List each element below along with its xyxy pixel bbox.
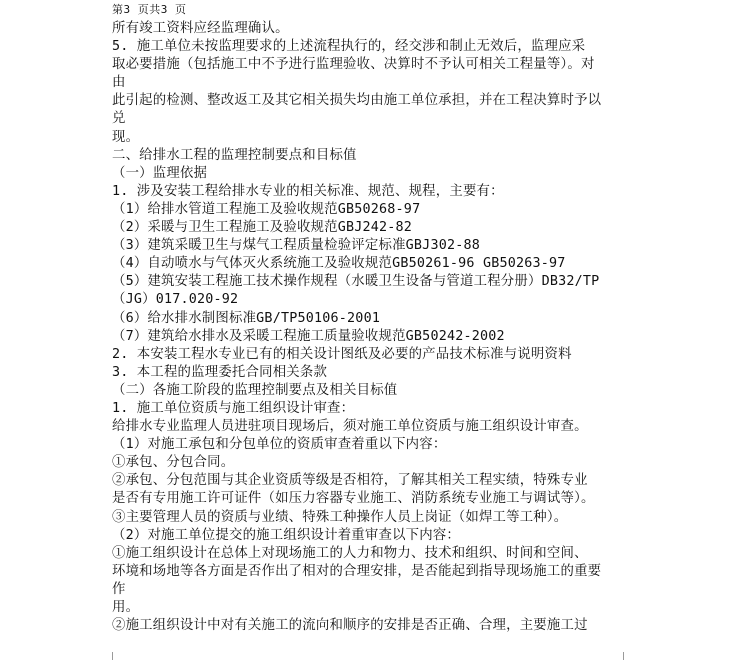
- text-line: 1. 涉及安装工程给排水专业的相关标准、规范、规程，主要有：: [112, 183, 504, 199]
- text-line: 现。: [112, 129, 140, 145]
- standard-item: （JG）017.020-92: [112, 292, 239, 308]
- text-line: 5. 施工单位未按监理要求的上述流程执行的，经交涉和制止无效后，监理应采: [112, 39, 586, 55]
- text-line: 所有竣工资料应经监理确认。: [112, 21, 289, 36]
- standard-item: （2）采暖与卫生工程施工及验收规范GBJ242-82: [112, 220, 413, 236]
- text-line: 作: [112, 581, 126, 597]
- page-indicator: 第3 页共3 页: [112, 3, 187, 16]
- text-line: 由: [112, 75, 126, 91]
- text-line: ③主要管理人员的资质与业绩、特殊工种操作人员上岗证（如焊工等工种）。: [112, 509, 568, 525]
- page-corner-mark-right: [623, 652, 632, 660]
- subsection-heading: （一）监理依据: [112, 165, 208, 181]
- text-line: ①承包、分包合同。: [112, 455, 235, 471]
- section-heading: 二、给排水工程的监理控制要点和目标值: [112, 147, 357, 163]
- text-line: 是否有专用施工许可证件（如压力容器专业施工、消防系统专业施工与调试等）。: [112, 491, 595, 507]
- text-line: 给排水专业监理人员进驻项目现场后，须对施工单位资质与施工组织设计审查。: [112, 419, 588, 435]
- text-line: （2）对施工单位提交的施工组织设计着重审查以下内容：: [112, 527, 461, 543]
- text-line: 取必要措施（包括施工中不予进行监理验收、决算时不予认可相关工程量等）。对: [112, 57, 595, 73]
- standard-item: （4）自动喷水与气体灭火系统施工及验收规范GB50261-96 GB50263-97: [112, 256, 566, 272]
- text-line: ①施工组织设计在总体上对现场施工的人力和物力、技术和组织、时间和空间、: [112, 545, 588, 561]
- document-body: [112, 20, 632, 635]
- standard-item: （3）建筑采暖卫生与煤气工程质量检验评定标准GBJ302-88: [112, 238, 481, 254]
- text-line: 2. 本安装工程水专业已有的相关设计图纸及必要的产品技术标准与说明资料: [112, 346, 572, 362]
- text-line: 1. 施工单位资质与施工组织设计审查：: [112, 400, 355, 416]
- standard-item: （5）建筑安装工程施工技术操作规程（水暖卫生设备与管道工程分册）DB32/TP: [112, 274, 600, 290]
- text-line: 兑: [112, 111, 126, 127]
- text-line: 3. 本工程的监理委托合同相关条款: [112, 364, 328, 380]
- standard-item: （7）建筑给水排水及采暖工程施工质量验收规范GB50242-2002: [112, 328, 505, 344]
- text-line: 用。: [112, 600, 140, 615]
- text-line: （1）对施工承包和分包单位的资质审查着重以下内容：: [112, 437, 447, 453]
- standard-item: （6）给水排水制图标准GB/TP50106-2001: [112, 310, 381, 326]
- page-corner-mark-left: [104, 652, 113, 660]
- text-line: ②承包、分包范围与其企业资质等级是否相符，了解其相关工程实绩，特殊专业: [112, 473, 588, 489]
- text-line: ②施工组织设计中对有关施工的流向和顺序的安排是否正确、合理，主要施工过: [112, 618, 588, 634]
- standard-item: （1）给排水管道工程施工及验收规范GB50268-97: [112, 201, 421, 217]
- subsection-heading: （二）各施工阶段的监理控制要点及相关目标值: [112, 382, 398, 398]
- text-line: 环境和场地等各方面是否作出了相对的合理安排，是否能起到指导现场施工的重要: [112, 563, 602, 579]
- text-line: 此引起的检测、整改返工及其它相关损失均由施工单位承担，并在工程决算时予以: [112, 93, 602, 109]
